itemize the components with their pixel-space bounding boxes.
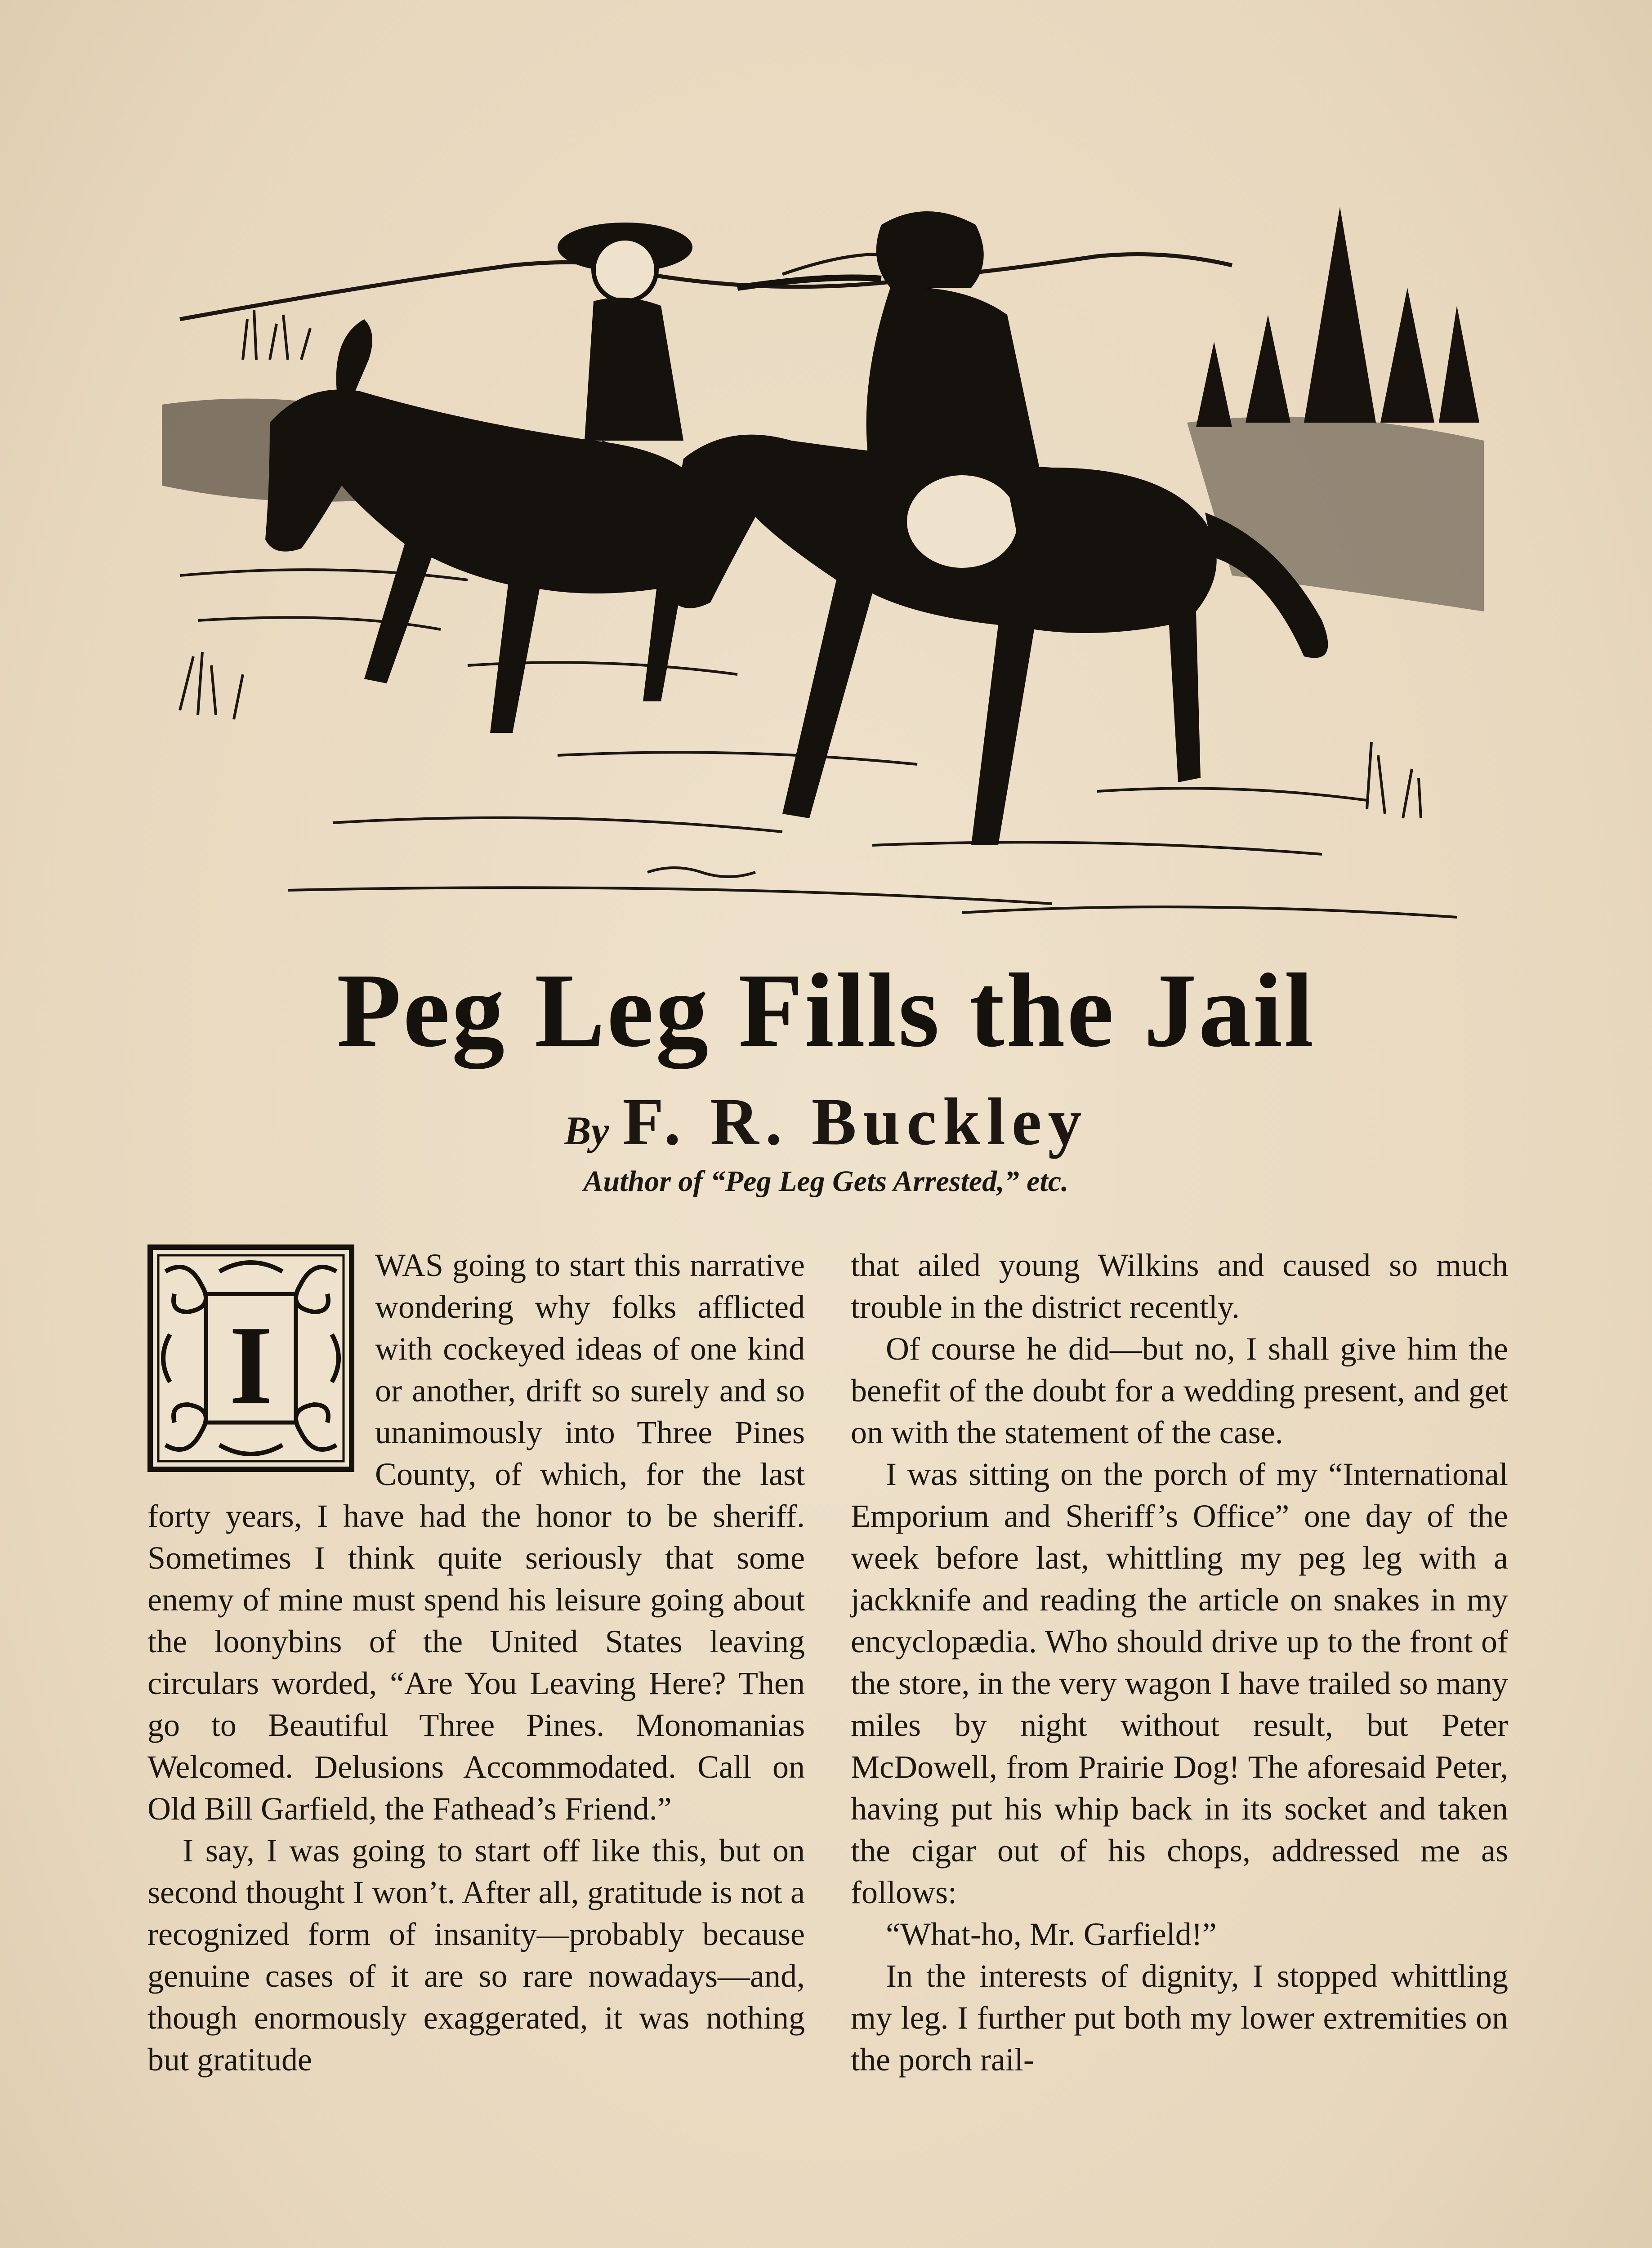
paragraph: “What-ho, Mr. Garfield!”: [886, 1916, 1217, 1952]
text-column-left: [147, 1244, 805, 2081]
byline: [0, 1084, 1652, 1159]
author-note: Author of “Peg Leg Gets Arrested,” etc.: [583, 1165, 1069, 1198]
paragraph: I say, I was going to start off like this, but on second thought I won’t. After all, gratitude is not a recognized form of insanity—probably because genuine cases of it are so rare nowadays—and, though enormously exaggerated, it was nothing but gratitude: [147, 1833, 805, 2078]
paragraph: Of course he did—but no, I shall give him the benefit of the doubt for a wedding present, and get on with the statement of the case.: [851, 1331, 1508, 1450]
story-title: Peg Leg Fills the Jail: [336, 952, 1316, 1069]
paragraph: WAS going to start this narrative wondering why folks afflicted with cockeyed ideas of one kind or another, drift so surely and so unanimously into Three Pines County, of which, for the last forty years, I have had the honor to be sheriff. Sometimes I think quite seriously that some enemy of mine must spend his leisure going about the loonybins of the United States leaving circulars worded, “Are You Leaving Here? Then go to Beautiful Three Pines. Monomanias Welcomed. Delusions Accommodated. Call on Old Bill Garfield, the Fathead’s Friend.”: [147, 1247, 805, 1827]
drop-cap-letter: I: [229, 1303, 273, 1427]
paragraph: In the interests of dignity, I stopped whittling my leg. I further put both my lower extremities on the porch rail-: [851, 1958, 1508, 2078]
paragraph: I was sitting on the porch of my “International Emporium and Sheriff’s Office” one day of the week before last, whittling my peg leg with a jackknife and reading the article on snakes in my encyclopædia. Who should drive up to the front of the store, in the very wagon I have trailed so many miles by night without result, but Peter McDowell, from Prairie Dog! The aforesaid Peter, having put his whip back in its socket and taken the cigar out of his chops, addressed me as follows:: [851, 1456, 1508, 1910]
illustration-riders-crossing-stream: [153, 171, 1493, 971]
text-column-right: [851, 1244, 1508, 2081]
author-name: F. R. Buckley: [622, 1084, 1088, 1159]
byline-prefix: By: [564, 1109, 609, 1153]
paragraph: that ailed young Wilkins and caused so much trouble in the district recently.: [851, 1247, 1508, 1325]
decorative-drop-cap: [147, 1244, 354, 1472]
